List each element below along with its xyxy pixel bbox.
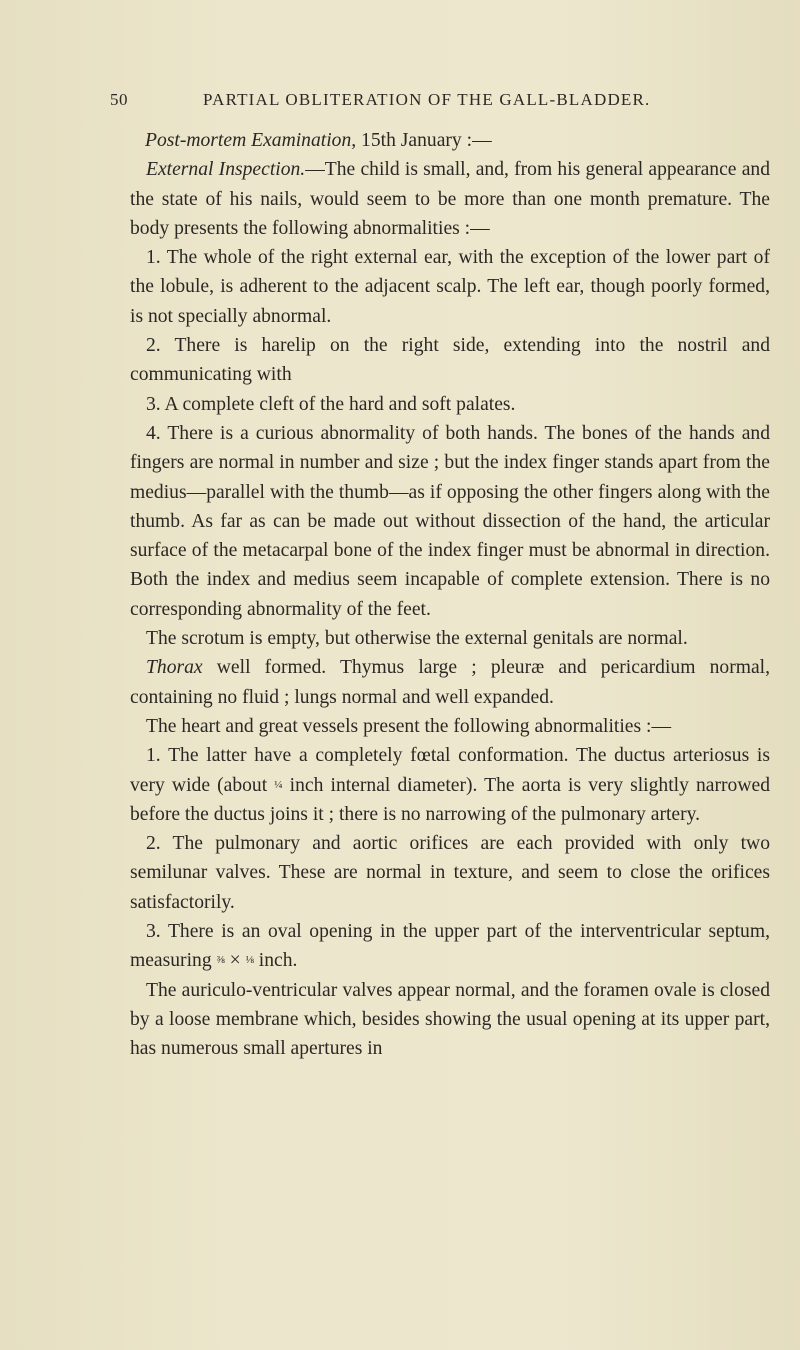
section-heading	[130, 126, 770, 155]
thorax-paragraph	[130, 653, 770, 712]
heart-item-3-fraction-1: ⅜	[216, 954, 225, 967]
running-title: PARTIAL OBLITERATION OF THE GALL-BLADDER.	[203, 90, 651, 109]
heart-item-1-a: 1. The latter have a completely fœtal conformation. The ductus arteriosus is very wide (about	[130, 745, 770, 796]
thorax-heading: Thorax	[146, 657, 203, 679]
body-text	[130, 126, 770, 1064]
heart-item-2: 2. The pulmonary and aortic orifices are each provided with only two semilunar valves. These are normal in texture, and seem to close the orifices satisfactorily.	[130, 833, 770, 913]
heart-item-3	[130, 917, 770, 976]
external-inspection-paragraph	[130, 155, 770, 243]
heart-item-1-fraction: ¼	[274, 778, 283, 791]
heart-item-1	[130, 741, 770, 829]
heart-intro-paragraph: The heart and great vessels present the following abnormalities :—	[146, 715, 672, 737]
heart-item-1-b: inch internal diameter). The aorta is very slightly narrowed before the ductus joins it ; there is no narrowing of the pulmonary artery.	[130, 774, 770, 825]
external-item-2: 2. There is harelip on the right side, extending into the nostril and communicating with	[130, 335, 770, 386]
heart-item-3-b: inch.	[253, 950, 298, 972]
auriculo-ventricular-paragraph: The auriculo-ventricular valves appear normal, and the foramen ovale is closed by a loose membrane which, besides showing the usual opening at its upper part, has numerous small apertures in	[130, 979, 770, 1060]
heart-item-3-fraction-2: ⅛	[245, 954, 254, 967]
heart-item-3-a: 3. There is an oval opening in the upper part of the interventricular septum, measuring	[130, 921, 770, 972]
heart-item-3-times: ×	[224, 950, 246, 972]
scrotum-paragraph: The scrotum is empty, but otherwise the external genitals are normal.	[146, 628, 688, 650]
external-inspection-intro: —The child is small, and, from his general appearance and the state of his nails, would seem to be more than one month premature. The body presents the following abnormalities :—	[130, 159, 770, 239]
external-item-4: 4. There is a curious abnormality of both hands. The bones of the hands and fingers are normal in number and size ; but the index finger stands apart from the medius—parallel with the thumb—as if opposing the other fingers along with the thumb. As far as can be made out without dissection of the hand, the articular surface of the metacarpal bone of the index finger must be abnormal in direction. Both the index and medius seem incapable of complete extension. There is no corresponding abnormality of the feet.	[130, 422, 770, 620]
external-item-3: 3. A complete cleft of the hard and soft palates.	[146, 393, 516, 415]
running-head	[110, 90, 755, 116]
page-number: 50	[110, 90, 128, 109]
section-heading-italic: Post-mortem Examination,	[145, 130, 357, 151]
external-item-1: 1. The whole of the right external ear, with the exception of the lower part of the lobule, is adherent to the adjacent scalp. The left ear, though poorly formed, is not specially abnormal.	[130, 247, 770, 327]
thorax-text: well formed. Thymus large ; pleuræ and pericardium normal, containing no fluid ; lungs normal and well expanded.	[130, 657, 770, 708]
section-heading-date: 15th January :—	[356, 130, 492, 151]
external-inspection-heading: External Inspection.	[146, 159, 306, 181]
